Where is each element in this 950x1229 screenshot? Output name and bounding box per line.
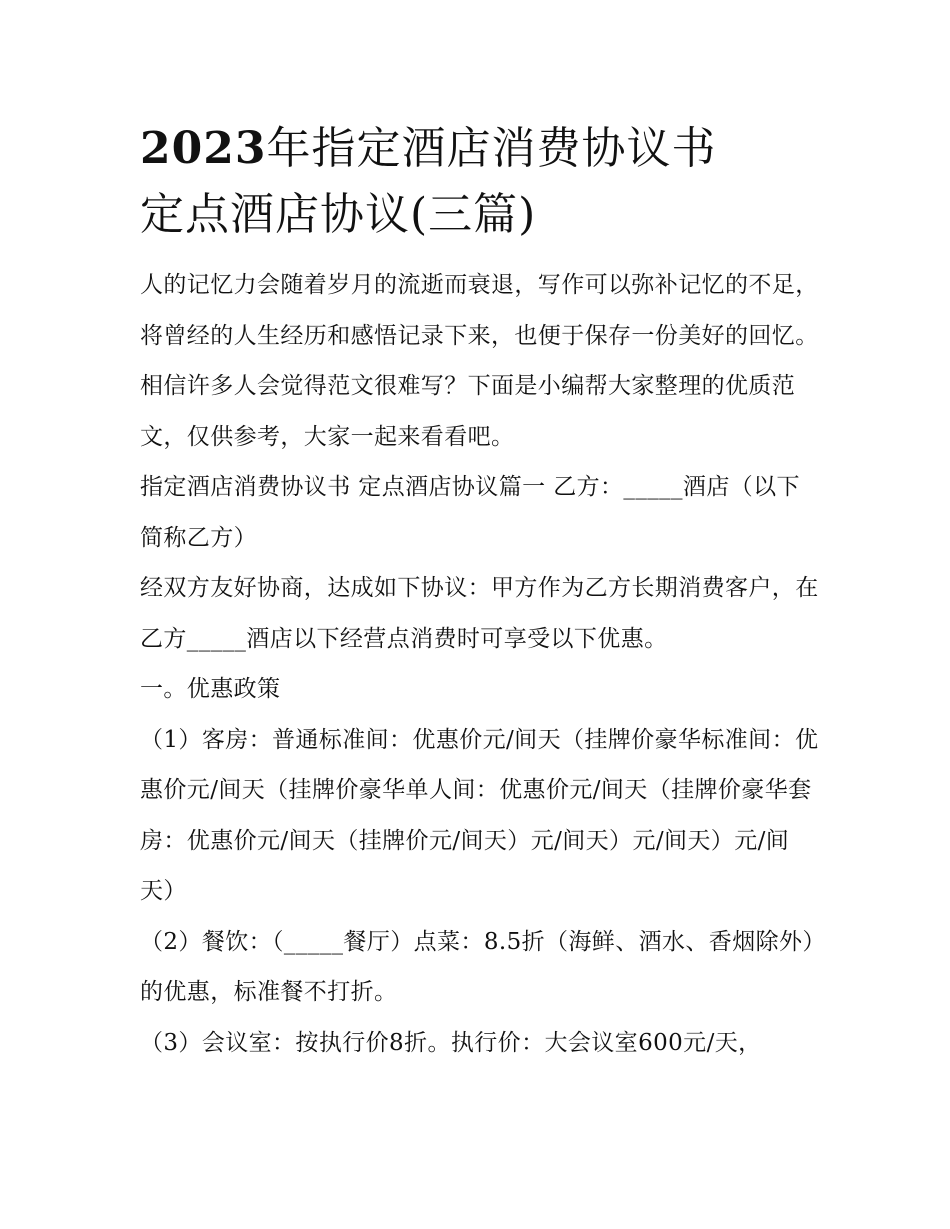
paragraph-meeting-room: （3）会议室：按执行价8折。执行价：大会议室600元/天，	[140, 1029, 762, 1056]
title-line-2: 定点酒店协议(三篇)	[140, 189, 537, 240]
paragraph-agreement: 经双方友好协商，达成如下协议：甲方作为乙方长期消费客户，在乙方_____酒店以下经营点消费时可享受以下优惠。	[140, 575, 819, 652]
paragraph-party-b: 指定酒店消费协议书 定点酒店协议篇一 乙方：_____酒店（以下简称乙方）	[140, 474, 800, 551]
title-line-1	[140, 118, 820, 180]
section-heading-policy: 一。优惠政策	[140, 676, 281, 702]
title-year: 2023	[140, 123, 267, 174]
title-line-1-text: 年指定酒店消费协议书	[266, 123, 717, 174]
document-body	[140, 260, 820, 1068]
document-title	[140, 118, 820, 246]
paragraph-intro: 人的记忆力会随着岁月的流逝而衰退，写作可以弥补记忆的不足，将曾经的人生经历和感悟记录下来，也便于保存一份美好的回忆。相信许多人会觉得范文很难写？下面是小编帮大家整理的优质范文，仅供参考，大家一起来看看吧。	[140, 272, 819, 450]
paragraph-dining: （2）餐饮：（_____餐厅）点菜：8.5折（海鲜、酒水、香烟除外）的优惠，标准餐不打折。	[140, 928, 815, 1005]
paragraph-rooms: （1）客房：普通标准间：优惠价元/间天（挂牌价豪华标准间：优惠价元/间天（挂牌价豪华单人间：优惠价元/间天（挂牌价豪华套房：优惠价元/间天（挂牌价元/间天）元/间天）元/间天）元/间天）	[140, 726, 819, 904]
document-page	[140, 118, 820, 1068]
